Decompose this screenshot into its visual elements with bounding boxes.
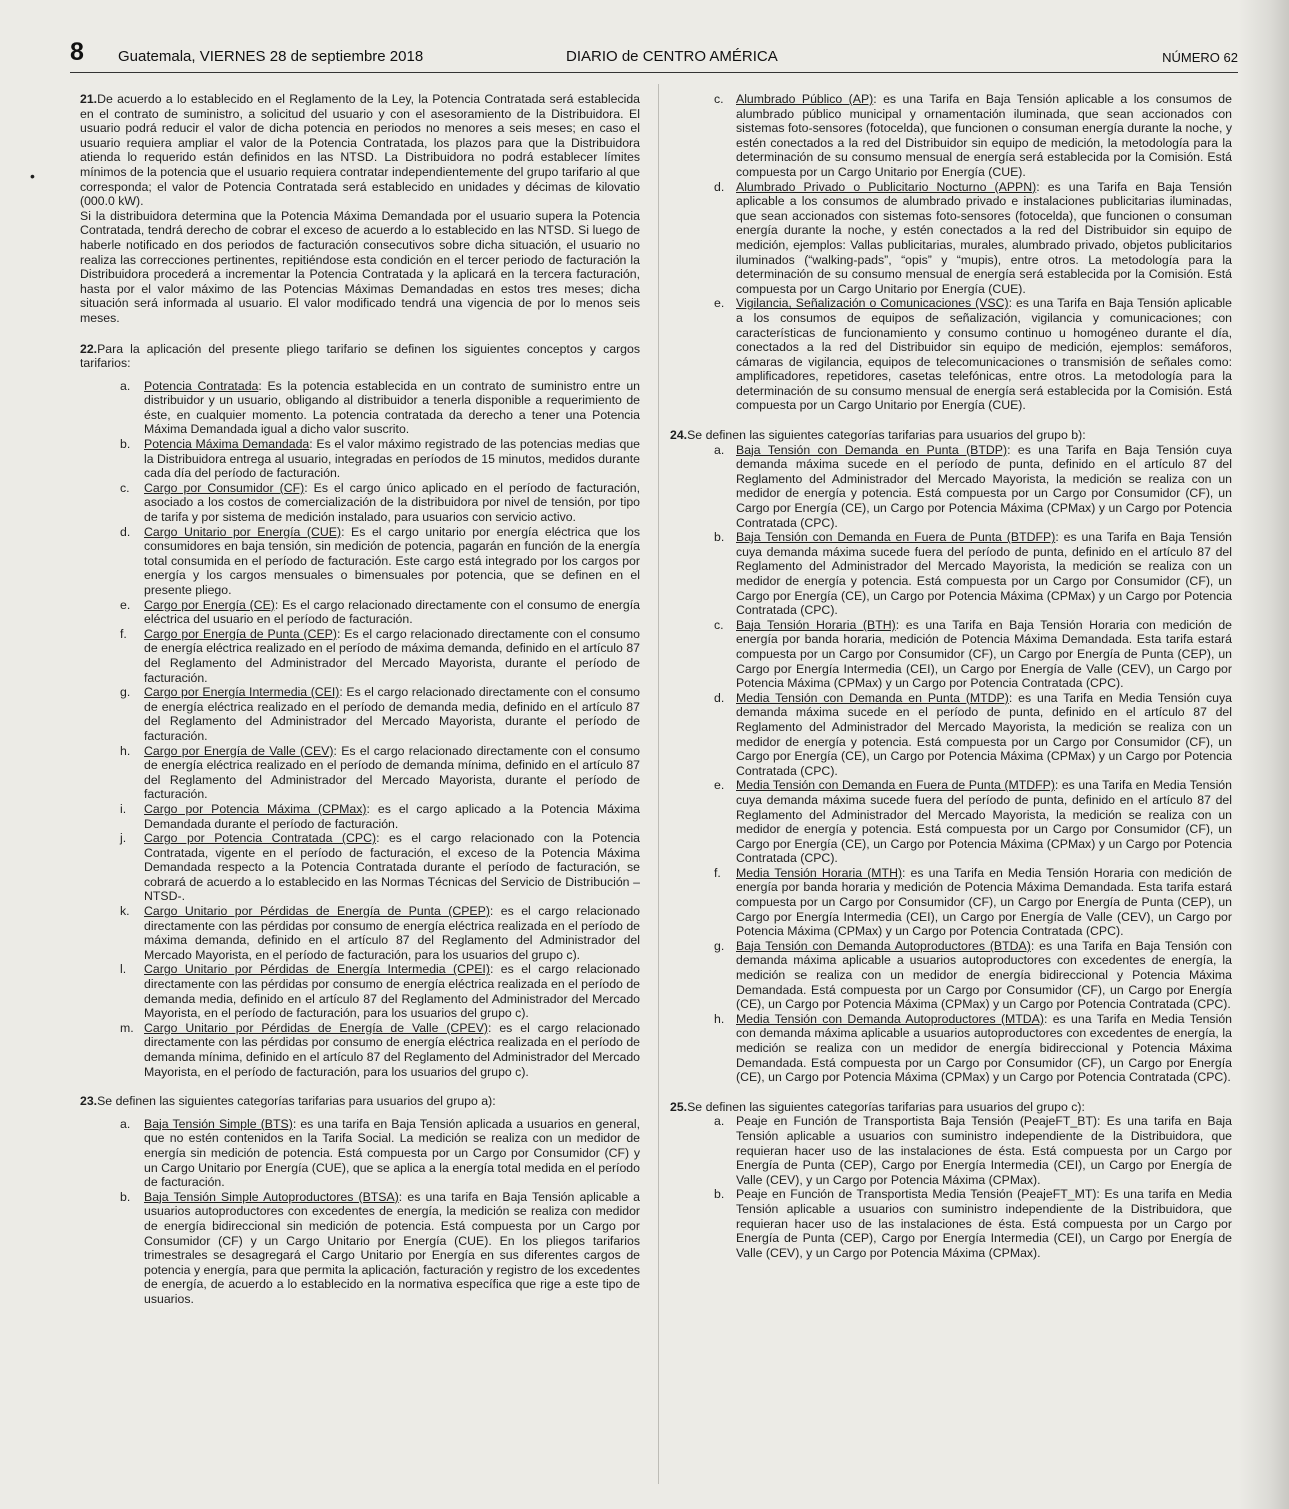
right-column — [670, 92, 1232, 1275]
page-header — [70, 38, 1238, 70]
article-24 — [670, 428, 1232, 1085]
article-paragraph: Si la distribuidora determina que la Potencia Máxima Demandada por el usuario supera la Potencia Contratada, tendrá derecho de cobrar el exceso de acuerdo a lo establecido en las NTSD. Si luego de haberle notificado en dos periodos de facturación consecutivos sobre dicha situación, el usuario no realiza las correcciones pertinentes, repitiéndose esta condición en el tercer periodo de facturación la Distribuidora procederá a incrementar la Potencia Contratada y la aplicará en la tercera facturación, hasta por el valor máximo de las Potencias Máximas Demandadas en estos tres meses; dicha situación será informada al usuario. El valor modificado tendrá una vigencia de por lo menos seis meses. — [80, 208, 640, 325]
defined-term: Potencia Contratada — [144, 378, 259, 393]
item-letter: c. — [714, 92, 724, 106]
article-intro: Se definen las siguientes categorías tarifarias para usuarios del grupo b): — [687, 428, 1086, 443]
item-text: : es una tarifa en Baja Tensión aplicada a usuarios en general, que no estén contenidos en la Tarifa Social. La medición se realiza con un medidor de energía sin medición de potencia. Está compuesta por un Cargo por Consumidor (CF) y un Cargo Unitario por Energía (CUE), que se aplica a la energía total medida en el período de facturación. — [144, 1116, 640, 1190]
article-number: 21. — [80, 92, 98, 106]
defined-term: Alumbrado Público (AP) — [736, 92, 874, 106]
item-letter: e. — [120, 597, 131, 612]
list-item — [670, 691, 1232, 779]
item-text: : es una Tarifa en Baja Tensión aplicable a los consumos de alumbrado público municipal y ornamentación iluminada, que sean accionados con sistemas foto-sensores (fotocelda), que funcionen o consuman energía durante la noche, y estén conectados a la red del Distribuidor sin equipo de medición, la metodología para la determinación de su consumo mensual de energía será establecida por la Comisión. Está compuesta por un Cargo Unitario por Energía (CUE). — [736, 92, 1232, 179]
item-text: : Es el cargo relacionado directamente con el consumo de energía eléctrica del usuario en el período de facturación. — [144, 597, 640, 627]
defined-term: Cargo Unitario por Pérdidas de Energía Intermedia (CPEI) — [144, 962, 490, 977]
list-item — [80, 627, 640, 685]
defined-term: Cargo por Energía de Punta (CEP) — [144, 626, 337, 641]
defined-term: Cargo por Potencia Contratada (CPC) — [144, 831, 377, 846]
item-letter: m. — [120, 1020, 134, 1035]
list-item — [80, 744, 640, 802]
item-letter: d. — [120, 524, 131, 539]
item-letter: a. — [120, 1116, 131, 1131]
margin-mark-icon: • — [30, 168, 35, 184]
item-letter: h. — [120, 743, 131, 758]
item-text: Peaje en Función de Transportista Media Tensión (PeajeFT_MT): Es una tarifa en Media Tensión aplicable a usuarios con suministro independiente de la Distribuidora, que requieran hacer uso de las instalaciones de ésta. Está compuesta por un Cargo por Energía de Punta (CEP), Cargo por Energía Intermedia (CEI), un Cargo por Energía de Valle (CEV), y un Cargo por Potencia Máxima (CPMax). — [736, 1187, 1232, 1260]
item-text: : es una Tarifa en Media Tensión cuya demanda máxima sucede en el período de punta, definido en el artículo 87 del Reglamento del Administrador del Mercado Mayorista, la medición se realiza con un medidor de energía y potencia. Está compuesta por un Cargo por Consumidor (CF), un Cargo por Energía (CE), un Cargo por Potencia Máxima (CPMax) y un Cargo por Potencia Contratada (CPC). — [736, 690, 1232, 778]
defined-term: Cargo Unitario por Energía (CUE) — [144, 524, 342, 539]
list-item — [80, 525, 640, 598]
tariff-category-list-continued — [670, 92, 1232, 413]
defined-term: Cargo por Consumidor (CF) — [144, 480, 305, 495]
article-intro: Se definen las siguientes categorías tarifarias para usuarios del grupo c): — [687, 1099, 1085, 1114]
item-letter: e. — [714, 778, 725, 793]
newspaper-name: DIARIO de CENTRO AMÉRICA — [566, 48, 778, 65]
defined-term: Potencia Máxima Demandada — [144, 437, 310, 452]
item-letter: f. — [120, 626, 127, 641]
defined-term: Cargo por Energía (CE) — [144, 597, 275, 612]
article-21 — [80, 92, 640, 326]
defined-term: Baja Tensión Simple (BTS) — [144, 1116, 293, 1131]
item-text: : es el cargo relacionado directamente con las pérdidas por consumo de energía eléctrica realizada en el período de máxima demanda, definido en el artículo 87 del Reglamento del Administrador del Mercado Mayorista, en el período de facturación, para los usuarios del grupo c). — [144, 904, 640, 962]
item-text: : es una Tarifa en Baja Tensión aplicable a los consumos de equipos de señalización, vigilancia y comunicaciones; con características de funcionamiento y consumo continuo u homogéneo durante el día, conectados a la red del Distribuidor sin equipo de medición, ejemplos: semáforos, cámaras de vigilancia, equipos de telecomunicaciones o transmisión de señales como: amplificadores, repetidores, casetas telefónicas, entre otros. La metodología para la determinación de su consumo mensual de energía será establecida por la Comisión. Está compuesta por un Cargo Unitario por Energía (CUE). — [736, 296, 1232, 413]
issue-number: NÚMERO 62 — [1162, 50, 1238, 65]
list-item — [670, 180, 1232, 297]
list-item — [670, 618, 1232, 691]
item-text: : Es el cargo relacionado directamente con el consumo de energía eléctrica realizado en el período de demanda mínima, definido en el artículo 87 del Reglamento del Administrador del Mercado Mayorista, durante el período de facturación. — [144, 743, 641, 802]
defined-term: Media Tensión con Demanda en Fuera de Punta (MTDFP) — [736, 778, 1055, 793]
defined-term: Media Tensión Horaria (MTH) — [736, 865, 903, 880]
item-text: : es el cargo relacionado directamente con las pérdidas por consumo de energía eléctrica realizada en el período de demanda media, definido en el artículo 87 del Reglamento del Administrador del Mercado Mayorista, en el período de facturación, para los usuarios del grupo c). — [144, 962, 641, 1021]
list-item — [670, 443, 1232, 531]
defined-term: Alumbrado Privado o Publicitario Nocturno (APPN) — [736, 179, 1037, 194]
article-intro: Para la aplicación del presente pliego tarifario se definen los siguientes conceptos y cargos tarifarios: — [80, 341, 640, 371]
item-text: : es una Tarifa en Baja Tensión cuya demanda máxima sucede fuera del período de punta, definido en el artículo 87 del Reglamento del Administrador del Mercado Mayorista, la medición se realiza con un medidor de energía y potencia. Está compuesta por un Cargo por Consumidor (CF), un Cargo por Energía (CE), un Cargo por Potencia Máxima (CPMax) y un Cargo por Potencia Contratada (CPC). — [736, 530, 1232, 618]
list-item — [670, 1187, 1232, 1260]
item-text: : es una Tarifa en Media Tensión Horaria con medición de energía por banda horaria y medición de Potencia Máxima Demandada. Esta tarifa estará compuesta por un Cargo por Consumidor (CF), un Cargo por Energía de Punta (CEP), un Cargo por Energía Intermedia (CEI), un Cargo por Energía de Valle (CEV), un Cargo por Potencia Máxima (CPMax) y un Cargo por Potencia Contratada (CPC). — [736, 865, 1232, 939]
item-text: : es una Tarifa en Baja Tensión aplicable a los consumos de alumbrado privado e instalaciones publicitarias iluminadas, que sean accionados con sistemas foto-sensores (fotocelda), que funcionen o consuman energía durante la noche, y estén conectados a la red del Distribuidor sin equipo de medición, ejemplos: Vallas publicitarias, murales, alumbrado privado, objetos publicitarios iluminados (“walking-pads”, “opis” y “mupis), entre otros. La metodología para la determinación de su consumo mensual de energía será establecida por la Comisión. Está compuesta por un Cargo Unitario por Energía (CUE). — [736, 179, 1232, 296]
list-item — [80, 598, 640, 627]
item-text: : Es el cargo unitario por energía eléctrica que los consumidores en baja tensión, sin medición de potencia, pagarán en función de la energía total consumida en el período de facturación. Este cargo está integrado por los cargos por energía y los cargos mensuales o bimensuales por potencia, que se definen en el presente pliego. — [144, 524, 640, 597]
item-letter: b. — [120, 1189, 131, 1204]
defined-term: Media Tensión con Demanda en Punta (MTDP) — [736, 690, 1009, 705]
item-letter: c. — [120, 480, 130, 495]
tariff-category-list — [80, 1117, 640, 1307]
list-item — [80, 1021, 640, 1079]
definition-list — [80, 379, 640, 1080]
list-item — [80, 437, 640, 481]
list-item — [670, 92, 1232, 180]
list-item — [80, 831, 640, 904]
item-text: : es el cargo relacionado directamente con las pérdidas por consumo de energía eléctrica realizada en el período de demanda mínima, definido en el artículo 87 del Reglamento del Administrador del Mercado Mayorista, en el período de facturación, para los usuarios del grupo c). — [144, 1020, 640, 1079]
article-number: 22. — [80, 341, 98, 356]
list-item — [670, 1012, 1232, 1085]
article-number: 25. — [670, 1099, 688, 1114]
item-letter: a. — [714, 442, 725, 457]
item-letter: b. — [714, 530, 725, 545]
list-item — [670, 939, 1232, 1012]
item-text: : es una tarifa en Baja Tensión aplicable a usuarios autoproductores con excedentes de energía, la medición se realiza con medidor de energía bidireccional sin medición de potencia. Está compuesta por un Cargo por Consumidor (CF) y un Cargo Unitario por Energía (CUE). En los pliegos tarifarios trimestrales se desagregará el Cargo Unitario por Energía en sus diferentes cargos de potencia y energía, para que permita la aplicación, facturación y registro de los excedentes de energía, de acuerdo a lo establecido en la normativa específica que rige a este tipo de usuarios. — [144, 1189, 641, 1306]
article-paragraph: De acuerdo a lo establecido en el Reglamento de la Ley, la Potencia Contratada será establecida en el contrato de suministro, a solicitud del usuario y con el asesoramiento de la Distribuidora. El usuario podrá reducir el valor de dicha potencia en periodos no menores a seis meses; en caso el usuario requiera ampliar el valor de la Potencia Contratada, los plazos para que la Distribuidora atienda lo requerido están definidos en las NTSD. La Distribuidora no podrá establecer límites mínimos de la potencia que el usuario requiera contratar independientemente del grupo tarifario al que corresponda; el valor de Potencia Contratada será establecido en unidades y décimas de kilovatio (000.0 kW). — [80, 92, 640, 209]
item-text: : Es el cargo relacionado directamente con el consumo de energía eléctrica realizado en el período de demanda media, definido en el artículo 87 del Reglamento del Administrador del Mercado Mayorista, durante el período de facturación. — [144, 685, 641, 743]
defined-term: Baja Tensión con Demanda en Fuera de Punta (BTDFP) — [736, 530, 1056, 545]
column-divider — [658, 84, 659, 1484]
tariff-category-list — [670, 1114, 1232, 1260]
defined-term: Cargo por Potencia Máxima (CPMax) — [144, 801, 367, 816]
article-number: 24. — [670, 428, 688, 443]
item-letter: c. — [714, 617, 724, 632]
list-item — [80, 685, 640, 743]
item-letter: a. — [714, 1114, 725, 1129]
item-letter: k. — [120, 904, 130, 919]
item-text: : es una Tarifa en Media Tensión con demanda máxima aplicable a usuarios autoproductores con excedentes de energía, la medición se realiza con un medidor de energía bidireccional y Potencia Máxima Demandada. Está compuesta por un Cargo por Consumidor (CF), un Cargo por Energía (CE), un Cargo por Potencia Máxima (CPMax) y un Cargo por Potencia Contratada (CPC). — [736, 1011, 1232, 1085]
list-item — [80, 962, 640, 1020]
dateline: Guatemala, VIERNES 28 de septiembre 2018 — [118, 48, 424, 65]
defined-term: Cargo por Energía Intermedia (CEI) — [144, 685, 340, 700]
item-letter: b. — [714, 1187, 725, 1202]
item-letter: h. — [714, 1011, 725, 1026]
item-text: : es una Tarifa en Baja Tensión cuya demanda máxima sucede en el período de punta, definido en el artículo 87 del Reglamento del Administrador del Mercado Mayorista, la medición se realiza con un medidor de energía y potencia. Está compuesta por un Cargo por Consumidor (CF), un Cargo por Energía (CE), un Cargo por Potencia Máxima (CPMax) y un Cargo por Potencia Contratada (CPC). — [736, 442, 1232, 530]
list-item — [670, 866, 1232, 939]
defined-term: Media Tensión con Demanda Autoproductores (MTDA) — [736, 1011, 1044, 1026]
article-25 — [670, 1100, 1232, 1261]
item-letter: b. — [120, 437, 131, 452]
defined-term: Cargo Unitario por Pérdidas de Energía de Punta (CPEP) — [144, 904, 490, 919]
defined-term: Baja Tensión con Demanda en Punta (BTDP) — [736, 442, 1008, 457]
item-letter: d. — [714, 179, 725, 194]
item-text: : es una Tarifa en Baja Tensión con demanda máxima aplicable a usuarios autoproductores con excedentes de energía, la medición se realiza con un medidor de energía bidireccional y Potencia Máxima Demandada. Está compuesta por un Cargo por Consumidor (CF), un Cargo por Energía (CE), un Cargo por Potencia Máxima (CPMax) y un Cargo por Potencia Contratada (CPC). — [736, 938, 1232, 1012]
page-number: 8 — [70, 38, 84, 66]
defined-term: Cargo por Energía de Valle (CEV) — [144, 743, 334, 758]
list-item — [80, 1190, 640, 1307]
tariff-category-list — [670, 443, 1232, 1085]
item-letter: a. — [120, 378, 131, 393]
defined-term: Cargo Unitario por Pérdidas de Energía de Valle (CPEV) — [144, 1020, 489, 1035]
list-item — [80, 802, 640, 831]
item-text: Peaje en Función de Transportista Baja Tensión (PeajeFT_BT): Es una tarifa en Baja Tensión aplicable a usuarios con suministro independiente de la Distribuidora, que requieran hacer uso de las instalaciones de ésta. Está compuesta por un Cargo por Energía de Punta (CEP), Cargo por Energía Intermedia (CEI), un Cargo por Energía de Valle (CEV), y un Cargo por Potencia Máxima (CPMax). — [736, 1114, 1232, 1187]
list-item — [670, 1114, 1232, 1187]
article-intro: Se definen las siguientes categorías tarifarias para usuarios del grupo a): — [97, 1094, 496, 1109]
item-text: : es una Tarifa en Baja Tensión Horaria con medición de energía por banda horaria, medición de Potencia Máxima Demandada. Esta tarifa estará compuesta por un Cargo por Consumidor (CF), un Cargo por Energía de Punta (CEP), un Cargo por Energía Intermedia (CEI), un Cargo por Energía de Valle (CEV), un Cargo por Potencia Máxima (CPMax) y un Cargo por Potencia Contratada (CPC). — [736, 617, 1232, 691]
article-number: 23. — [80, 1094, 98, 1109]
list-item — [80, 904, 640, 962]
list-item — [670, 296, 1232, 413]
list-item — [80, 1117, 640, 1190]
item-letter: j. — [120, 831, 127, 846]
item-text: : es una Tarifa en Media Tensión cuya demanda máxima sucede fuera del período de punta, definido en el artículo 87 del Reglamento del Administrador del Mercado Mayorista, la medición se realiza con un medidor de energía y potencia. Está compuesta por un Cargo por Consumidor (CF), un Cargo por Energía (CE), un Cargo por Potencia Máxima (CPMax) y un Cargo por Potencia Contratada (CPC). — [736, 778, 1232, 866]
list-item — [80, 481, 640, 525]
item-text: : es el cargo aplicado a la Potencia Máxima Demandada durante el período de facturación. — [144, 801, 640, 831]
item-text: : Es el cargo relacionado directamente con el consumo de energía eléctrica realizado en el período de máxima demanda, definido en el artículo 87 del Reglamento del Administrador del Mercado Mayorista, durante el período de facturación. — [144, 626, 640, 685]
header-rule — [70, 72, 1238, 73]
item-text: : es el cargo relacionado con la Potencia Contratada, vigente en el período de facturación, el exceso de la Potencia Máxima Demandada respecto a la Potencia Contratada durante el período de facturación, se cobrará de acuerdo a lo establecido en las Normas Técnicas del Servicio de Distribución – NTSD-. — [144, 831, 641, 904]
item-letter: g. — [714, 938, 725, 953]
article-23 — [80, 1094, 640, 1306]
list-item — [670, 778, 1232, 866]
item-letter: d. — [714, 690, 725, 705]
list-item — [80, 379, 640, 437]
defined-term: Baja Tensión Simple Autoproductores (BTSA) — [144, 1189, 399, 1204]
defined-term: Baja Tensión con Demanda Autoproductores (BTDA) — [736, 938, 1031, 953]
item-letter: e. — [714, 296, 725, 311]
item-text: : Es la potencia establecida en un contrato de suministro entre un distribuidor y un usuario, obligando al distribuidor a tenerla disponible a requerimiento de éste, en cualquier momento. La potencia contratada da derecho a tener una Potencia Máxima Demandada igual a dicho valor suscrito. — [144, 378, 640, 437]
item-text: : Es el valor máximo registrado de las potencias medias que la Distribuidora entrega al usuario, integradas en períodos de 15 minutos, medidos durante cada día del período de facturación. — [144, 437, 640, 481]
defined-term: Vigilancia, Señalización o Comunicaciones (VSC) — [736, 296, 1009, 311]
item-text: : Es el cargo único aplicado en el período de facturación, asociado a los costos de comercialización de la distribuidora por nivel de tensión, por tipo de tarifa y por sistema de medición instalado, para usuarios con servicio activo. — [144, 480, 641, 525]
article-22 — [80, 342, 640, 1080]
item-letter: i. — [120, 801, 127, 816]
left-column — [80, 92, 640, 1322]
defined-term: Baja Tensión Horaria (BTH) — [736, 617, 896, 632]
item-letter: l. — [120, 962, 127, 977]
item-letter: g. — [120, 685, 131, 700]
page-edge-shadow — [1239, 0, 1289, 1509]
item-letter: f. — [714, 865, 721, 880]
list-item — [670, 530, 1232, 618]
